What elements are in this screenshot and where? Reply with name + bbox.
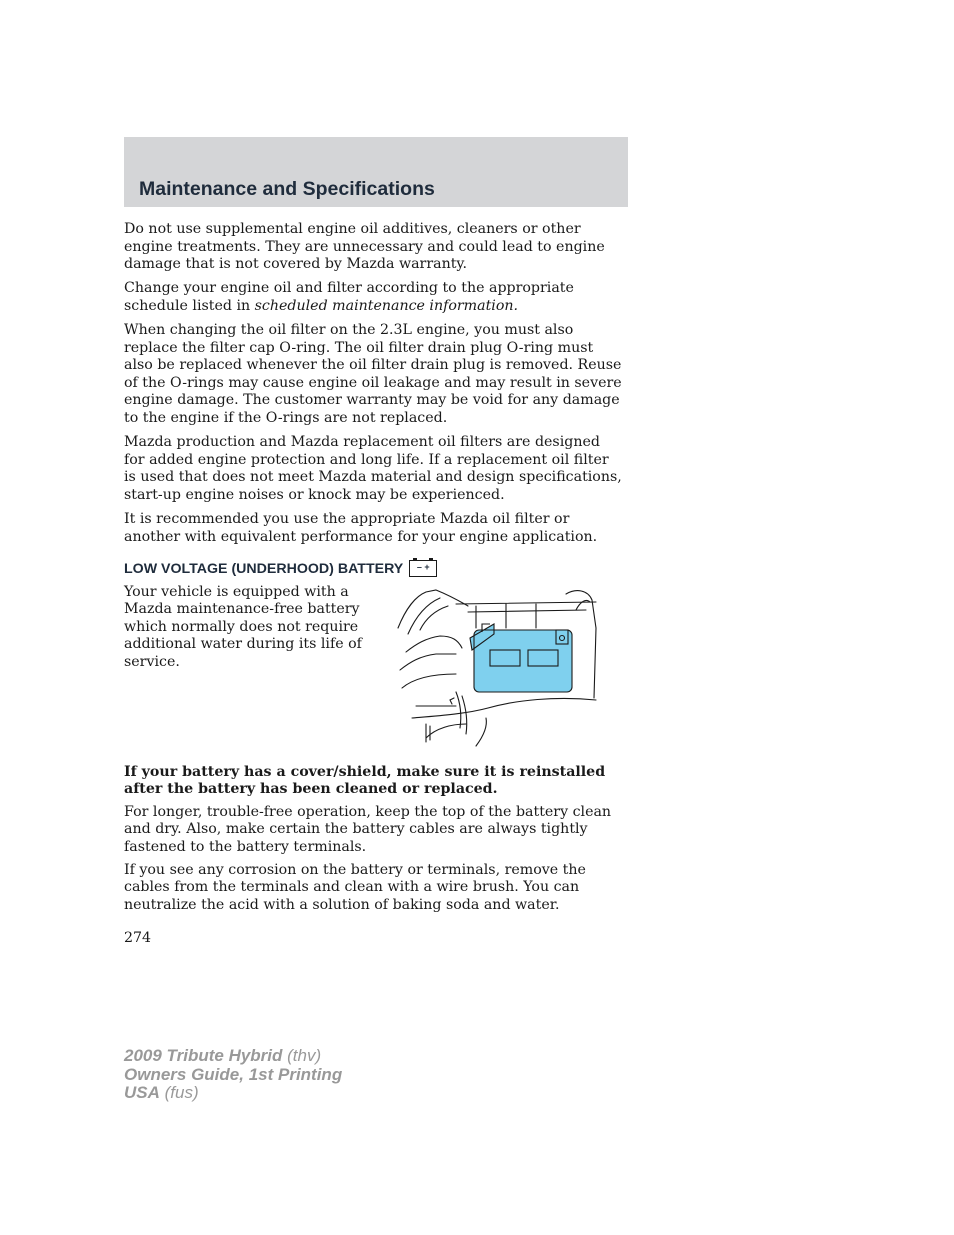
paragraph-change-oil-text: Change your engine oil and filter according to the appropriate schedule listed in [124,280,574,314]
battery-cover-warning: If your battery has a cover/shield, make sure it is reinstalled after the battery has been cleaned or replaced. [124,763,606,798]
footer-line-3 [124,1084,342,1103]
battery-body-shape [474,630,572,692]
battery-highlight [470,624,572,692]
paragraph-additives: Do not use supplemental engine oil additives, cleaners or other engine treatments. They are unnecessary and could lead to engine damage that is not covered by Mazda warranty. [124,221,605,273]
paragraph-battery-care: For longer, trouble-free operation, keep the top of the battery clean and dry. Also, make certain the battery cables are always tightly fastened to the battery terminals. [124,803,612,856]
paragraph-change-oil [124,280,624,315]
paragraph-recommendation: It is recommended you use the appropriate Mazda oil filter or another with equivalent performance for your engine application. [124,510,598,545]
paragraph-oil-filters: Mazda production and Mazda replacement oil filters are designed for added engine protection and long life. If a replacement oil filter is used that does not meet Mazda material and design specifications, start-up engine noises or knock may be experienced. [124,434,622,503]
section-title: Maintenance and Specifications [139,178,435,200]
battery-intro-row [124,584,624,750]
page-content [124,221,624,948]
schedule-reference: scheduled maintenance information. [254,297,519,314]
section-header-band [124,137,628,207]
footer-line-2: Owners Guide, 1st Printing [124,1064,343,1084]
footer-model-code: (thv) [282,1046,322,1065]
battery-illustration [396,588,602,750]
battery-icon: – + [409,560,437,577]
paragraph-o-rings: When changing the oil filter on the 2.3L engine, you must also replace the filter cap O-ring. The oil filter drain plug O-ring must also be replaced whenever the oil filter drain plug is removed. Reuse of the O-rings may cause engine oil leakage and may result in severe engine damage. The customer warranty may be void for any damage to the engine if the O-rings are not replaced. [124,321,622,426]
print-footer [124,1047,342,1103]
footer-line-1 [124,1047,342,1066]
page-number: 274 [124,930,152,947]
footer-market-code: (fus) [159,1083,199,1102]
footer-market: USA [124,1083,160,1102]
footer-model: 2009 Tribute Hybrid [124,1046,283,1065]
paragraph-corrosion: If you see any corrosion on the battery or terminals, remove the cables from the terminals and clean with a wire brush. You can neutralize the acid with a solution of baking soda and water. [124,861,586,913]
battery-heading-text: LOW VOLTAGE (UNDERHOOD) BATTERY [124,561,404,578]
battery-section-heading [124,561,624,579]
battery-intro-text: Your vehicle is equipped with a Mazda maintenance-free battery which normally does not require additional water during its life of service. [124,583,362,671]
